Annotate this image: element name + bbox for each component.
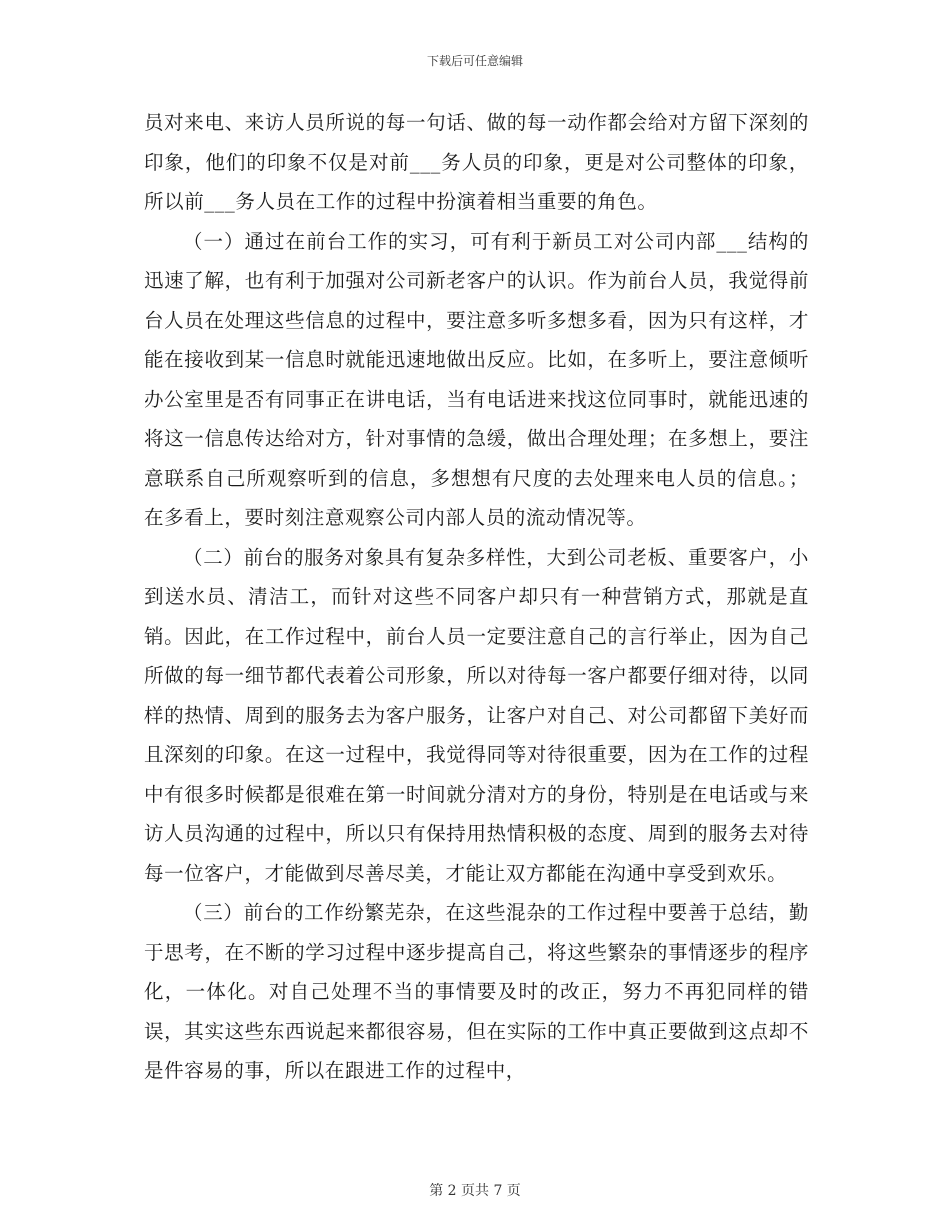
page-header: 下载后可任意编辑 <box>426 54 523 68</box>
page-number: 第 2 页共 7 页 <box>429 1183 521 1199</box>
paragraph-section-3: （三）前台的工作纷繁芜杂，在这些混杂的工作过程中要善于总结，勤于思考，在不断的学习过程中逐步提高自己，将这些繁杂的事情逐步的程序化，一体化。对自己处理不当的事情要及时的改正，努力不再犯同样的错误，其实这些东西说起来都很容易，但在实际的工作中真正要做到这点却不是件容易的事，所以在跟进工作的过程中， <box>144 901 809 1082</box>
paragraph-continuation: 员对来电、来访人员所说的每一句话、做的每一动作都会给对方留下深刻的印象，他们的印象不仅是对前___务人员的印象，更是对公司整体的印象，所以前___务人员在工作的过程中扮演着相当重要的角色。 <box>144 111 809 213</box>
document-body <box>144 103 809 1091</box>
paragraph-section-1: （一）通过在前台工作的实习，可有利于新员工对公司内部___结构的迅速了解，也有利于加强对公司新老客户的认识。作为前台人员，我觉得前台人员在处理这些信息的过程中，要注意多听多想多看，因为只有这样，才能在接收到某一信息时就能迅速地做出反应。比如，在多听上，要注意倾听办公室里是否有同事正在讲电话，当有电话进来找这位同事时，就能迅速的将这一信息传达给对方，针对事情的急缓，做出合理处理；在多想上，要注意联系自己所观察听到的信息，多想想有尺度的去处理来电人员的信息。；在多看上，要时刻注意观察公司内部人员的流动情况等。 <box>144 229 809 529</box>
paragraph-section-2: （二）前台的服务对象具有复杂多样性，大到公司老板、重要客户，小到送水员、清洁工，而针对这些不同客户却只有一种营销方式，那就是直销。因此，在工作过程中，前台人员一定要注意自己的言行举止，因为自己所做的每一细节都代表着公司形象，所以对待每一客户都要仔细对待，以同样的热情、周到的服务去为客户服务，让客户对自己、对公司都留下美好而且深刻的印象。在这一过程中，我觉得同等对待很重要，因为在工作的过程中有很多时候都是很难在第一时间就分清对方的身份，特别是在电话或与来访人员沟通的过程中，所以只有保持用热情积极的态度、周到的服务去对待每一位客户，才能做到尽善尽美，才能让双方都能在沟通中享受到欢乐。 <box>144 545 809 885</box>
